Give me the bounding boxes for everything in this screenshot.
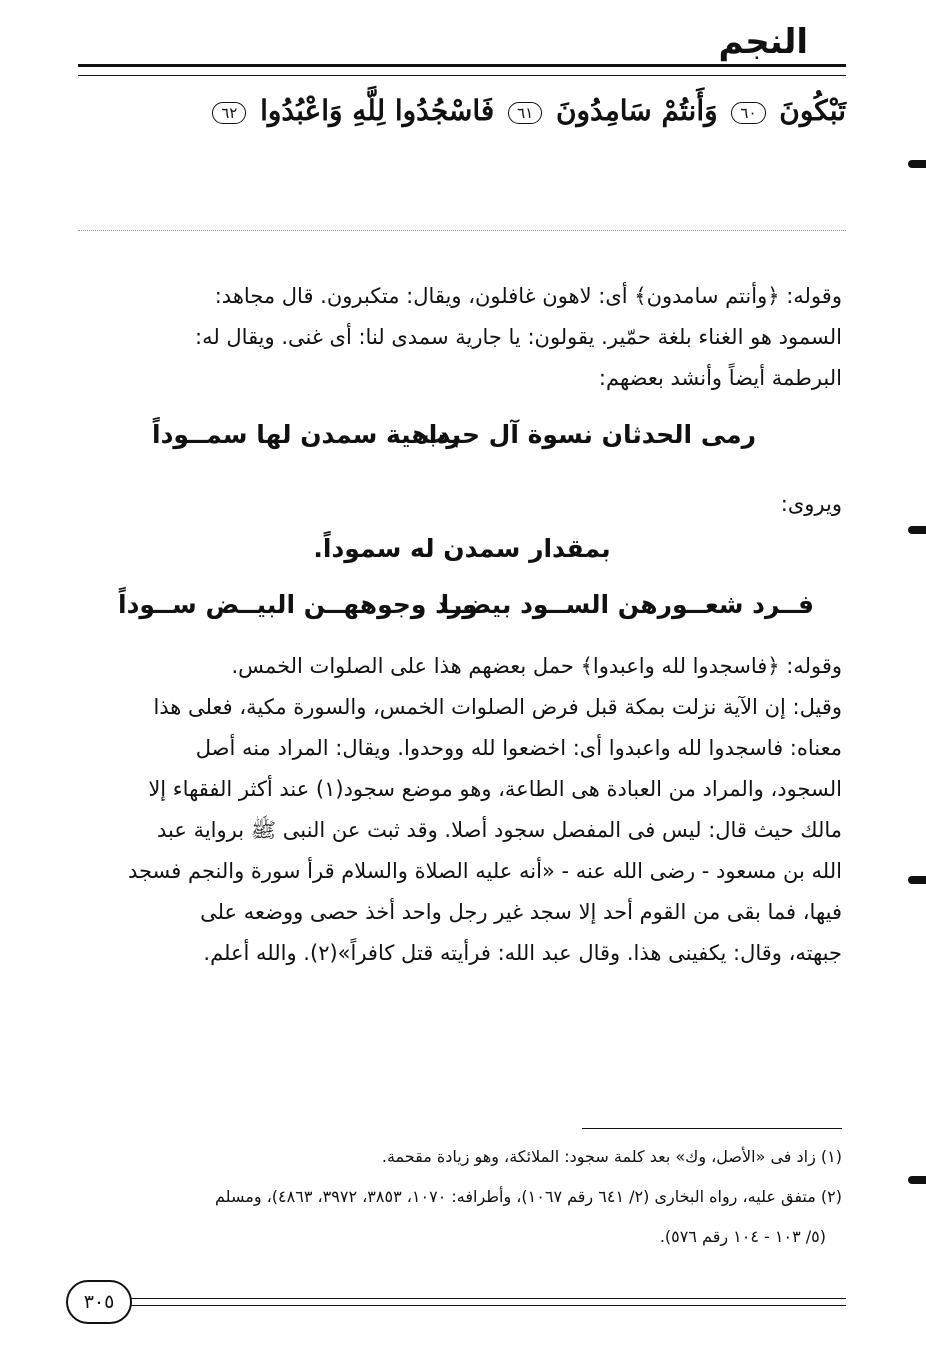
poem-1-second-hemistich: بداهية سمدن لها سمــوداً	[152, 420, 462, 449]
page-number: ٣٠٥	[66, 1280, 132, 1324]
footer-rule	[128, 1298, 846, 1306]
text-line: السمود هو الغناء بلغة حمّير. يقولون: يا جارية سمدى لنا: أى غنى. ويقال له:	[195, 325, 842, 349]
commentary-paragraph-1	[78, 276, 842, 399]
surah-title: النجم	[718, 22, 808, 62]
text-line: وقوله: ﴿وأنتم سامدون﴾ أى: لاهون غافلون، ويقال: متكبرون. قال مجاهد:	[214, 284, 842, 308]
scan-edge-mark	[908, 526, 926, 534]
poem-3-second-hemistich: ورد وجوههــن البيــض ســوداً	[118, 590, 478, 619]
verse-60-text: تَبْكُونَ	[779, 94, 846, 127]
text-line: معناه: فاسجدوا لله واعبدوا أى: اخضعوا لله ووحدوا. ويقال: المراد منه أصل	[195, 736, 842, 760]
verse-62-text: فَاسْجُدُوا لِلَّهِ وَاعْبُدُوا	[260, 94, 495, 127]
verse-separator	[78, 230, 846, 231]
quran-verse-line	[78, 88, 846, 134]
footnote-rule	[582, 1128, 842, 1129]
footnote-2-continued: (٥/ ١٠٣ - ١٠٤ رقم ٥٧٦).	[659, 1227, 826, 1246]
verse-62-marker: ٦٢	[212, 102, 246, 124]
footnote-2: (٢) متفق عليه، رواه البخارى (٢/ ٦٤١ رقم ١٠٦٧)، وأطرافه: ١٠٧٠، ٣٨٥٣، ٣٩٧٢، ٤٨٦٣)، ومسلم	[215, 1187, 842, 1206]
poem-2-line: بمقدار سمدن له سموداً.	[313, 534, 611, 563]
text-line: فيها، فما بقى من القوم أحد إلا سجد غير رجل واحد أخذ حصى ووضعه على	[200, 900, 842, 924]
text-line: وقيل: إن الآية نزلت بمكة قبل فرض الصلوات الخمس، والسورة مكية، فعلى هذا	[153, 695, 842, 719]
text-line: الله بن مسعود - رضى الله عنه - «أنه عليه الصلاة والسلام قرأ سورة والنجم فسجد	[127, 859, 842, 883]
text-line: السجود، والمراد من العبادة هى الطاعة، وهو موضع سجود(١) عند أكثر الفقهاء إلا	[148, 777, 842, 801]
commentary-paragraph-2	[78, 646, 842, 974]
footnote-1: (١) زاد فى «الأصل، وك» بعد كلمة سجود: الملائكة، وهو زيادة مقحمة.	[381, 1147, 842, 1166]
poem-3-first-hemistich: فــرد شعــورهن الســود بيضــا	[440, 590, 814, 619]
text-line: البرطمة أيضاً وأنشد بعضهم:	[598, 366, 842, 390]
header-rule	[78, 64, 846, 76]
verse-61-marker: ٦١	[508, 102, 542, 124]
text-line: مالك حيث قال: ليس فى المفصل سجود أصلا. وقد ثبت عن النبى ﷺ برواية عبد	[157, 818, 842, 842]
verse-61-text: وَأَنتُمْ سَامِدُونَ	[555, 94, 718, 127]
poem-1-first-hemistich: رمى الحدثان نسوة آل حرب	[421, 420, 756, 449]
verse-60-marker: ٦٠	[731, 102, 765, 124]
text-line: جبهته، وقال: يكفينى هذا. وقال عبد الله: فرأيته قتل كافراً»(٢). والله أعلم.	[203, 941, 842, 965]
scan-edge-mark	[908, 876, 926, 884]
text-line: وقوله: ﴿فاسجدوا لله واعبدوا﴾ حمل بعضهم هذا على الصلوات الخمس.	[231, 654, 842, 678]
scan-edge-mark	[908, 1176, 926, 1184]
yurwa-line: ويروى:	[780, 492, 842, 516]
scan-edge-mark	[908, 160, 926, 168]
